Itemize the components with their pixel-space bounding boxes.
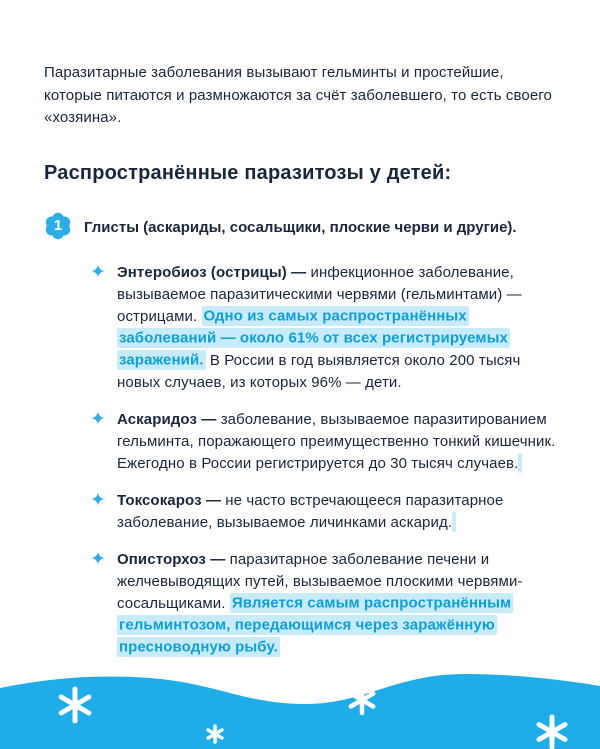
term-label: Аскаридоз — — [117, 410, 217, 428]
item-body-text: паразитарное заболевание печени и желчевыводящих путей, вызываемое плоскими червями-сосальщиками. — [117, 550, 523, 612]
numbered-item — [44, 216, 556, 240]
list-item-text — [117, 409, 556, 475]
sparkle-bullet-icon: ✦ — [90, 261, 106, 283]
list-item-text — [117, 262, 556, 394]
sparkle-bullet-icon: ✦ — [90, 489, 106, 511]
item-body-text: заболевание, вызываемое паразитированием гельминта, поражающего преимущественно тонкий кишечник. Ежегодно в России регистрируется до 30 тысяч случаев. — [117, 410, 556, 472]
footer-wave — [0, 624, 600, 749]
highlighted-text: Является самым распространённым гельминтозом, передающимся через заражённую пресноводную рыбу. — [119, 594, 512, 656]
sparkle-bullet-icon: ✦ — [90, 548, 106, 570]
term-label: Описторхоз — — [117, 550, 226, 568]
list-item-text — [117, 490, 556, 534]
list-item — [88, 409, 556, 475]
intro-text: Паразитарные заболевания вызывают гельминты и простейшие, которые питаются и размножаются за счёт заболевшего, то есть своего «хозяина». — [44, 64, 552, 126]
highlighted-text — [518, 453, 522, 473]
highlighted-text — [452, 512, 456, 532]
item-body-text: инфекционное заболевание, вызываемое паразитическими червями (гельминтами) — острицами. — [117, 263, 522, 325]
numbered-item-title: Глисты (аскариды, сосальщики, плоские черви и другие). — [84, 218, 517, 236]
bullet-list — [88, 262, 556, 659]
highlighted-text: Одно из самых распространённых заболеваний — около 61% от всех регистрируемых заражений. — [119, 307, 508, 369]
item-number: 1 — [53, 217, 63, 234]
sparkle-bullet-icon: ✦ — [90, 408, 106, 430]
item-body-text: В России в год выявляется около 200 тысяч новых случаев, из которых 96% — дети. — [117, 351, 521, 391]
item-body-text: не часто встречающееся паразитарное заболевание, вызываемое личинками аскарид. — [117, 491, 504, 531]
section-heading: Распространённые паразитозы у детей: — [44, 161, 452, 184]
list-item — [88, 262, 556, 394]
term-label: Токсокароз — — [117, 491, 221, 509]
flower-number-icon — [44, 212, 72, 240]
term-label: Энтеробиоз (острицы) — — [117, 263, 307, 281]
list-item — [88, 490, 556, 534]
